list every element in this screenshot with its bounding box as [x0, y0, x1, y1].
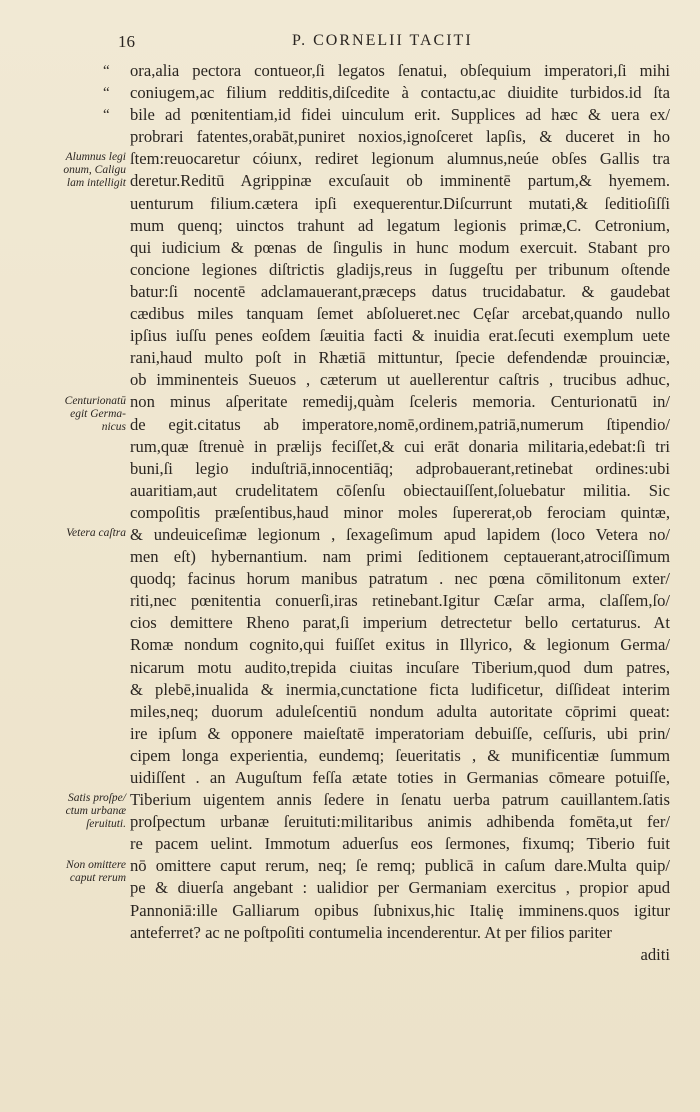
margin-note-line: Alumnus legi [65, 151, 126, 164]
margin-note-line: caput rerum [69, 871, 126, 884]
text-line: uidiſſent . an Auguſtum feſſa ætate toties in Germanias cōmeare potuiſſe, [130, 768, 670, 787]
margin-note-line: onum, Caligu [63, 164, 126, 177]
text-line: mum quenq; uinctos trahunt ad legatum legionis primæ,C. Cetronium, [130, 215, 670, 235]
text-line: cios demittere Rheno parat,ſi imperium detrectetur bello certaturus. At [130, 613, 670, 633]
text-line: de egit.citatus ab imperatore,nomē,ordinem,patriā,numerum ſtipendio/ [130, 414, 670, 434]
margin-note-line: ſeruituti. [86, 818, 126, 831]
margin-note-line: Satis proſpe/ [67, 792, 126, 805]
margin-note-satis [66, 792, 126, 831]
text-line: ſtem:reuocaretur cóiunx, rediret legionum alumnus,neúe obſes Gallis tra [130, 149, 670, 169]
text-line: rum,quæ ſtrenuè in prælijs feciſſet,& cui erāt donaria militaria,edebat:ſi tri [130, 436, 670, 456]
text-line: pe & diuerſa angebant : ualidior per Germaniam exercitus , propior apud [130, 878, 670, 898]
text-line: uenturum filium.cætera ipſi exequerentur.Diſcurrunt mutati,& ſeditioſiſſi [130, 193, 670, 213]
text-line: Romæ nondum cognito,qui fuiſſet exitus in Illyrico, & legionum Germa/ [130, 635, 670, 655]
text-line: rani,haud multo poſt in Rhætiā mittuntur, ſpecie defendendæ prouinciæ, [130, 348, 670, 368]
margin-note-vetera [66, 527, 126, 540]
text-line: & undeuiceſimæ legionum , ſexageſimum apud lapidem (loco Vetera no/ [130, 524, 670, 544]
running-head: P. CORNELII TACITI [292, 32, 473, 49]
page-header [0, 32, 700, 56]
text-line: cipem longa experientia, eundemq; ſeueritatis , & munificentiæ ſummum [130, 745, 670, 765]
text-line: riti,nec pœnitentia conuerſi,iras retinebant.Igitur Cæſar arma, claſſem,ſo/ [130, 591, 670, 611]
margin-note-line: Non omittere [66, 858, 126, 871]
text-line: ora,alia pectora contueor,ſi legatos ſenatui, obſequium imperatori,ſi mihi [130, 61, 670, 80]
catchword: aditi [640, 944, 670, 964]
text-line: probrari fatentes,orabāt,puniret noxios,ignoſceret lapſis, & duceret in ho [130, 127, 670, 147]
text-line: nō omittere caput rerum, neq; ſe remq; publicā in caſum dare.Multa quip/ [130, 856, 670, 876]
text-line: anteferret? ac ne poſtpoſiti contumelia incenderentur. At per filios pariter [130, 922, 612, 942]
quote-mark: “ [103, 107, 110, 124]
text-line: deretur.Reditū Agrippinæ excuſauit ob imminentē partum,& hyemem. [130, 171, 670, 191]
main-text [130, 60, 670, 966]
margin-note-line: nicus [101, 420, 126, 433]
text-line: nicarum motu audito,trepida ciuitas incuſare Tiberium,quod dum patres, [130, 657, 670, 677]
text-line: coniugem,ac filium redditis,diſcedite à contactu,ac diuidite turbidos.id ſta [130, 83, 670, 103]
text-line: ire ipſum & opponere maieſtatē imperatoriam debuiſſe, ceſſuris, ubi prin/ [130, 723, 670, 743]
text-line: Pannoniā:ille Galliarum opibus ſubnixus,hic Italię imminens.quos igitur [130, 900, 670, 920]
text-line: auaritiam,aut crudelitatem cōſenſu obiectauiſſent,ſoluebatur militia. Sic [130, 480, 670, 500]
text-line: Tiberium uigentem annis ſedere in ſenatu uerba patrum cauillantem.ſatis [130, 790, 670, 810]
text-line: non minus aſperitate remedij,quàm ſceleris memoria. Centurionatū in/ [130, 392, 670, 412]
margin-note-centurionatu [65, 395, 126, 434]
text-line: re pacem uelint. Immotum aduerſus eos ſermones, fixumq; Tiberio fuit [130, 834, 670, 854]
text-line: concione legiones diſtrictis gladijs,reus in ſuggeſtu per tribunum oſtende [130, 259, 670, 279]
margin-note-line: ctum urbanæ [65, 805, 126, 818]
text-line: ob imminenteis Sueuos , cæterum ut auellerentur caſtris , trucibus adhuc, [130, 370, 670, 390]
text-line: miles,neq; duorum aduleſcentiū nondum adulta autoritate cōprimi queat: [130, 701, 670, 721]
page-number: 16 [118, 32, 135, 51]
margin-note-line: Vetera caſtra [66, 527, 126, 540]
text-line: bile ad pœnitentiam,id fidei uinculum erit. Supplices ad hæc & uera ex/ [130, 105, 670, 125]
margin-note-non-omittere [66, 859, 126, 885]
text-line: ipſius iuſſu penes eoſdem ſæuitia facti & inuidia erat.ſecuti exemplum uete [130, 326, 670, 346]
text-line: quodq; facinus horum manibus patratum . nec pœna cōmilitonum exter/ [130, 569, 670, 589]
text-line: cædibus miles tanquam ſemet abſolueret.nec Cęſar arcebat,quando nullo [130, 304, 670, 324]
margin-note-line: lam intelligit [66, 177, 126, 190]
margin-note-line: Centurionatū [64, 394, 126, 407]
text-line: & plebē,inualida & inermia,cunctatione ficta ludificetur, diſſideat interim [130, 679, 670, 699]
quote-mark: “ [103, 85, 110, 102]
text-line: qui iudicium & pœnas de ſingulis in hunc modum exercuit. Stabant pro [130, 237, 670, 257]
text-line: men eſt) hybernantium. nam primi ſeditionem ceptauerant,atrociſſimum [130, 547, 670, 567]
margin-note-line: egit Germa- [70, 407, 126, 420]
text-line: proſpectum urbanæ ſeruituti:militaribus animis adhibenda fomēta,ut fer/ [130, 812, 670, 832]
margin-note-alumnus [63, 151, 126, 190]
text-line: compoſitis præſentibus,haud minor moles ſupererat,ob ferociam quintæ, [130, 502, 670, 522]
text-line: batur:ſi nocentē adclamauerant,præceps datus trucidabatur. & gaudebat [130, 281, 670, 301]
quotation-marks [103, 60, 127, 126]
text-line: buni,ſi legio induſtriā,innocentiāq; adprobauerant,retinebat ordines:ubi [130, 458, 670, 478]
quote-mark: “ [103, 63, 110, 79]
